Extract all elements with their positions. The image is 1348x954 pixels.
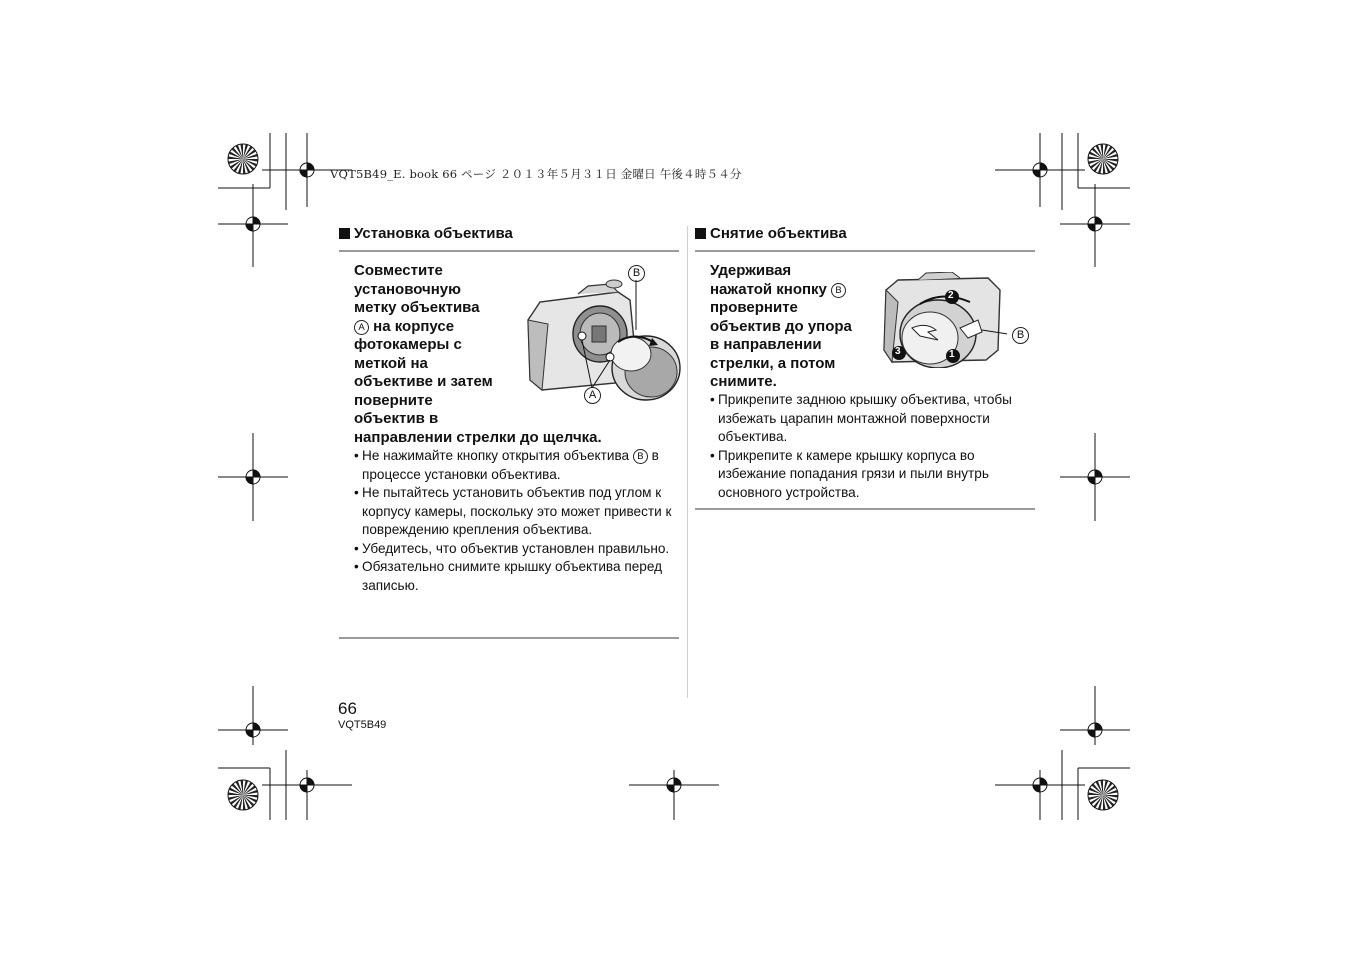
install-notes-list — [354, 447, 679, 595]
step-2-label: 2 — [948, 290, 954, 301]
column-divider — [687, 226, 688, 698]
print-header-line: VQT5B49_E. book 66 ページ ２０１３年５月３１日 金曜日 午後４時５４分 — [330, 167, 742, 181]
remove-instruction: Удерживая нажатой кнопку B проверните объектив до упора в направлении стрелки, а потом снимите. — [710, 262, 852, 390]
label-b-icon: B — [628, 265, 645, 282]
page-number: 66 — [338, 699, 357, 718]
list-item: • Убедитесь, что объектив установлен правильно. — [354, 540, 670, 556]
starburst-target-icon — [228, 144, 258, 174]
list-item: • Прикрепите заднюю крышку объектива, чтобы избежать царапин монтажной поверхности объектива. — [710, 392, 1012, 444]
list-item: • Не нажимайте кнопку открытия объектива B в процессе установки объектива. — [354, 448, 659, 482]
section-divider — [695, 508, 1035, 510]
list-item: • Обязательно снимите крышку объектива перед записью. — [354, 559, 663, 593]
label-a-icon: A — [584, 387, 601, 404]
section-title-remove: Снятие объектива — [695, 225, 847, 242]
starburst-target-icon — [228, 780, 258, 810]
remove-notes-list — [710, 391, 1028, 502]
section-divider — [339, 637, 679, 639]
section-divider — [339, 250, 679, 252]
marker-a-icon: A — [354, 320, 369, 335]
square-bullet-icon — [339, 228, 350, 239]
lens-attach-illustration — [518, 262, 683, 410]
starburst-target-icon — [1088, 780, 1118, 810]
step-1-label: 1 — [949, 349, 955, 360]
step-3-label: 3 — [895, 346, 901, 357]
marker-b-icon: B — [831, 283, 846, 298]
label-b-icon: B — [1012, 327, 1029, 344]
section-divider — [695, 250, 1035, 252]
model-code: VQT5B49 — [338, 719, 387, 731]
section-title-install: Установка объектива — [339, 225, 513, 242]
marker-b-icon: B — [633, 449, 648, 464]
starburst-target-icon — [1088, 144, 1118, 174]
list-item: • Прикрепите к камере крышку корпуса во избежание попадания грязи и пыли внутрь основного устройства. — [710, 447, 989, 500]
install-instruction: Совместите установочную метку объектива A на корпусе фотокамеры с меткой на объективе и затем поверните объектив в направлении стрелки до щелчка. — [354, 262, 602, 446]
square-bullet-icon — [695, 228, 706, 239]
list-item: • Не пытайтесь установить объектив под углом к корпусу камеры, поскольку это может привести к повреждению крепления объектива. — [354, 485, 672, 537]
